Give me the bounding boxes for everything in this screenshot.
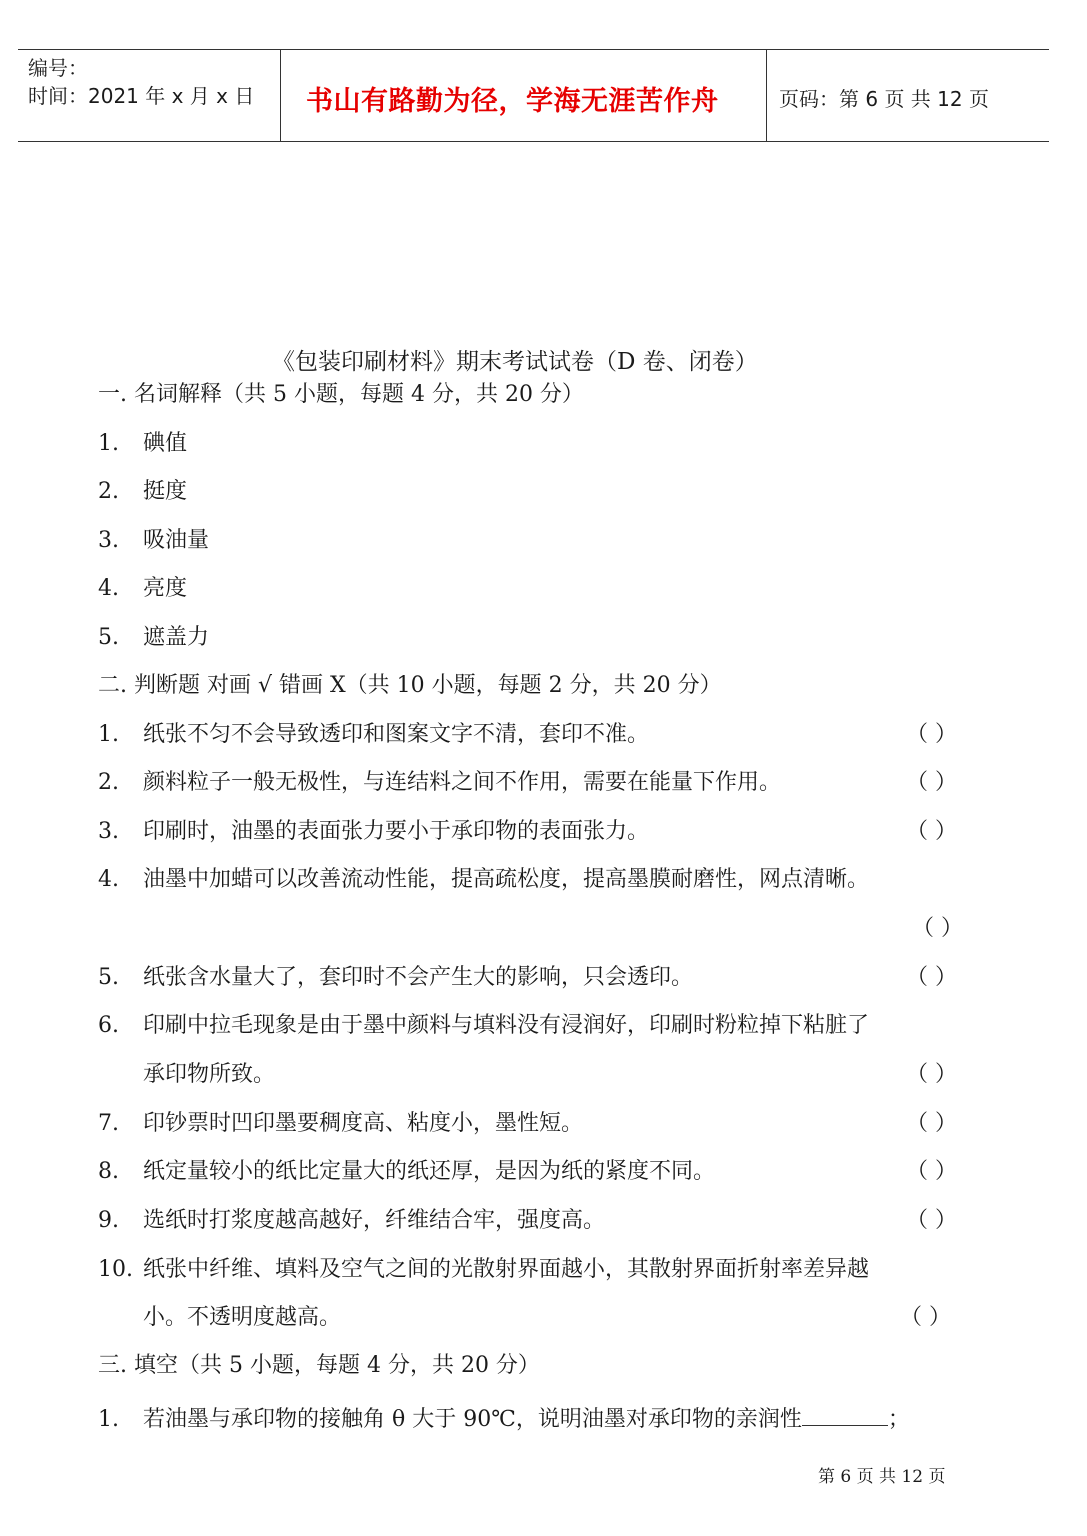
list-item: 5. 遮盖力 [98,625,210,650]
answer-parentheses: （ ） [900,1305,951,1330]
page-indicator: 页码：第 6 页 共 12 页 [779,87,989,111]
header-meta-cell [18,50,281,141]
exam-title: 《包装印刷材料》期末考试试卷（D 卷、闭卷） [272,349,758,375]
answer-parentheses: （ ） [906,965,957,990]
header-motto-cell [280,50,767,141]
answer-parentheses: （ ） [906,1062,957,1087]
answer-parentheses: （ ） [906,1159,957,1184]
question-continuation: 承印物所致。 [143,1062,276,1087]
question-item: 1. 若油墨与承印物的接触角 θ 大于 90℃，说明油墨对承印物的亲润性 ； [98,1407,910,1432]
question-item: 1. 纸张不匀不会导致透印和图案文字不清，套印不准。 [98,722,650,747]
question-item: 10. 纸张中纤维、填料及空气之间的光散射界面越小，其散射界面折射率差异越 [98,1257,870,1282]
question-item: 6. 印刷中拉毛现象是由于墨中颜料与填料没有浸润好，印刷时粉粒掉下粘脏了 [98,1013,870,1038]
section-heading-fill-in: 三. 填空（共 5 小题，每题 4 分，共 20 分） [98,1353,540,1378]
document-number-label: 编号： [28,56,88,80]
section-heading-true-false: 二. 判断题 对画 √ 错画 X（共 10 小题，每题 2 分，共 20 分） [98,673,722,698]
answer-parentheses: （ ） [906,1111,957,1136]
answer-parentheses: （ ） [906,770,957,795]
section-heading-terms: 一. 名词解释（共 5 小题，每题 4 分，共 20 分） [98,382,584,407]
question-item: 8. 纸定量较小的纸比定量大的纸还厚，是因为纸的紧度不同。 [98,1159,716,1184]
question-item: 7. 印钞票时凹印墨要稠度高、粘度小，墨性短。 [98,1111,584,1136]
answer-blank [802,1405,888,1426]
question-continuation: 小。不透明度越高。 [143,1305,342,1330]
answer-parentheses: （ ） [906,819,957,844]
list-item: 2. 挺度 [98,479,188,504]
answer-parentheses: （ ） [906,1208,957,1233]
page-footer: 第 6 页 共 12 页 [818,1467,946,1487]
motto-text: 书山有路勤为径，学海无涯苦作舟 [306,86,719,117]
list-item: 3. 吸油量 [98,528,210,553]
page-header [18,49,1049,142]
question-item: 5. 纸张含水量大了，套印时不会产生大的影响，只会透印。 [98,965,694,990]
list-item: 1. 碘值 [98,431,188,456]
list-item: 4. 亮度 [98,576,188,601]
answer-parentheses: （ ） [906,722,957,747]
question-item: 2. 颜料粒子一般无极性，与连结料之间不作用，需要在能量下作用。 [98,770,782,795]
question-item: 3. 印刷时，油墨的表面张力要小于承印物的表面张力。 [98,819,650,844]
question-item: 9. 选纸时打浆度越高越好，纤维结合牢，强度高。 [98,1208,606,1233]
document-time-label: 时间：2021 年 x 月 x 日 [28,84,255,108]
question-item: 4. 油墨中加蜡可以改善流动性能，提高疏松度，提高墨膜耐磨性，网点清晰。 [98,867,870,892]
answer-parentheses: （ ） [912,916,963,941]
header-page-cell [767,50,1049,141]
